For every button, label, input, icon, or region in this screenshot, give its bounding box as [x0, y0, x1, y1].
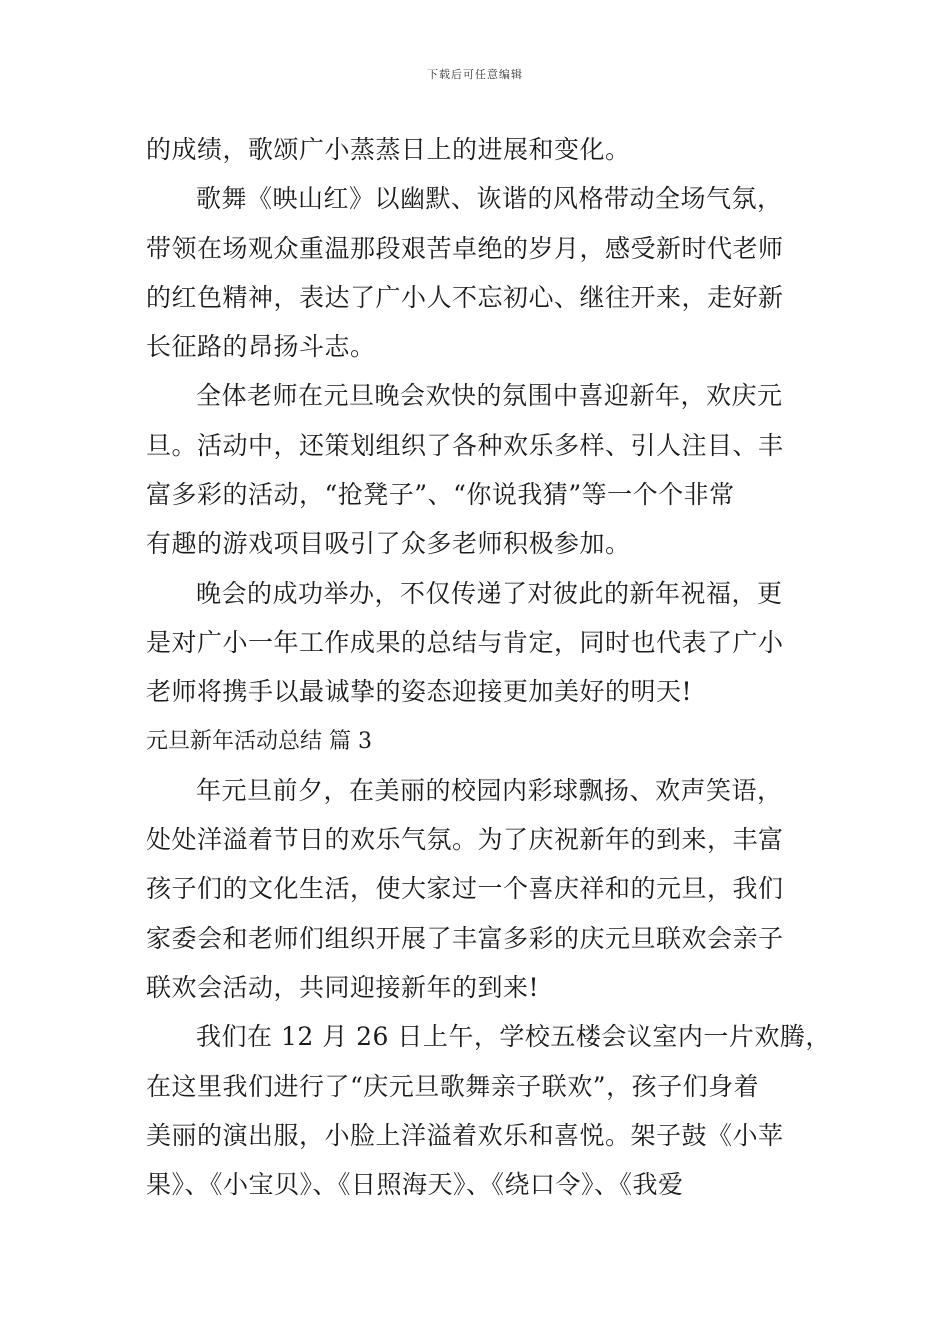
text-line: 长征路的昂扬斗志。	[146, 332, 376, 362]
page-header-note: 下载后可任意编辑	[427, 68, 523, 81]
text-line: 的红色精神，表达了广小人不忘初心、继往开来，走好新	[146, 282, 784, 312]
paragraph-start-line: 晚会的成功举办，不仅传递了对彼此的新年祝福，更	[196, 578, 783, 608]
paragraph-start-line: 年元旦前夕，在美丽的校园内彩球飘扬、欢声笑语，	[196, 775, 783, 805]
text-line: 家委会和老师们组织开展了丰富多彩的庆元旦联欢会亲子	[146, 923, 784, 953]
text-line: 孩子们的文化生活，使大家过一个喜庆祥和的元旦，我们	[146, 874, 784, 904]
text-line: 美丽的演出服，小脸上洋溢着欢乐和喜悦。架子鼓《小苹	[146, 1120, 784, 1150]
text-line: 旦。活动中，还策划组织了各种欢乐多样、引人注目、丰	[146, 430, 784, 460]
text-line: 有趣的游戏项目吸引了众多老师积极参加。	[146, 529, 631, 559]
text-line: 联欢会活动，共同迎接新年的到来!	[146, 973, 540, 1003]
paragraph-start-line: 我们在 12 月 26 日上午，学校五楼会议室内一片欢腾，	[196, 1022, 831, 1052]
text-line: 带领在场观众重温那段艰苦卓绝的岁月，感受新时代老师	[146, 233, 784, 263]
text-line: 是对广小一年工作成果的总结与肯定，同时也代表了广小	[146, 627, 784, 657]
text-line: 老师将携手以最诚挚的姿态迎接更加美好的明天!	[146, 677, 693, 707]
document-body	[146, 125, 831, 1210]
paragraph-start-line: 歌舞《映山红》以幽默、诙谐的风格带动全场气氛，	[196, 184, 783, 214]
text-line: 果》、《小宝贝》、《日照海天》、《绕口令》、《我爱	[146, 1170, 684, 1200]
text-line: 处处洋溢着节日的欢乐气氛。为了庆祝新年的到来，丰富	[146, 825, 784, 855]
text-line: 在这里我们进行了“庆元旦歌舞亲子联欢”，孩子们身着	[146, 1071, 760, 1101]
text-line: 富多彩的活动，“抢凳子”、“你说我猜”等一个个非常	[146, 480, 735, 510]
section-heading: 元旦新年活动总结 篇 3	[146, 728, 372, 754]
paragraph-start-line: 全体老师在元旦晚会欢快的氛围中喜迎新年，欢庆元	[196, 381, 783, 411]
text-line: 的成绩，歌颂广小蒸蒸日上的进展和变化。	[146, 135, 631, 164]
